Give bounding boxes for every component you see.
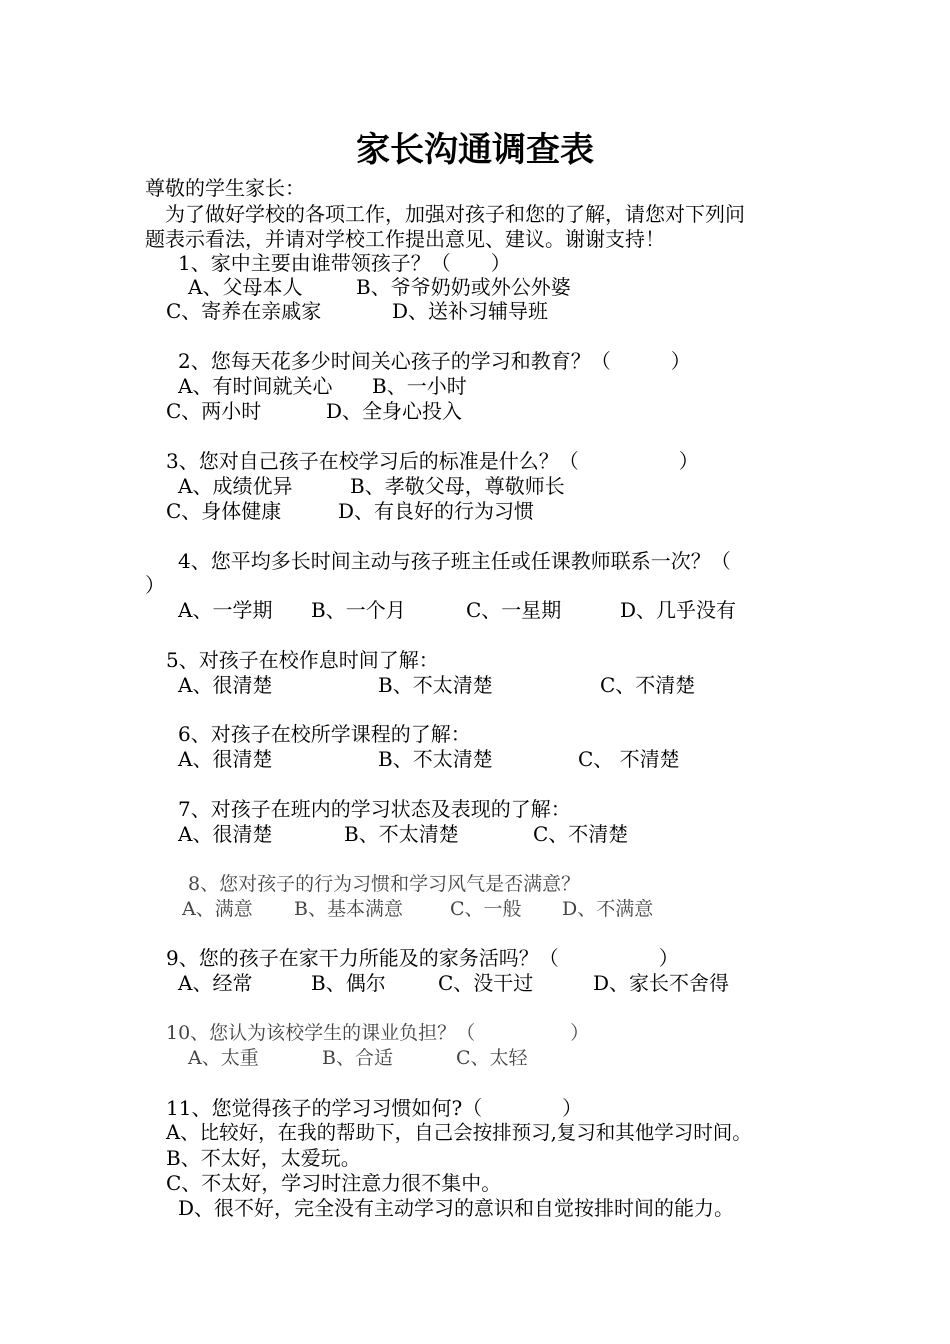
option: A、经常	[178, 971, 253, 995]
option: A、很清楚	[178, 673, 273, 697]
option: C、不清楚	[533, 822, 629, 846]
option: C、一般	[450, 898, 522, 920]
option: A、有时间就关心	[178, 374, 333, 398]
option: B、偶尔	[311, 971, 386, 995]
question-text: 5、对孩子在校作息时间了解：	[166, 648, 439, 672]
option: C、一星期	[466, 598, 562, 622]
option: A、太重	[188, 1047, 259, 1069]
option: D、全身心投入	[326, 399, 463, 423]
option: B、基本满意	[294, 898, 403, 920]
option: A、一学期	[178, 598, 273, 622]
option: B、一个月	[311, 598, 406, 622]
option: D、几乎没有	[620, 598, 737, 622]
option: C、 不清楚	[578, 747, 680, 771]
option: D、很不好，完全没有主动学习的意识和自觉按排时间的能力。	[178, 1196, 735, 1220]
question-text: 4、您平均多长时间主动与孩子班主任或任课教师联系一次？（	[178, 549, 731, 573]
option: A、父母本人	[188, 275, 303, 299]
option: B、合适	[322, 1047, 393, 1069]
option: C、没干过	[438, 971, 534, 995]
option: C、身体健康	[166, 499, 282, 523]
option: A、比较好，在我的帮助下，自己会按排预习,复习和其他学习时间。	[166, 1121, 752, 1144]
greeting: 尊敬的学生家长：	[145, 176, 305, 200]
option: A、成绩优异	[178, 474, 293, 498]
question-text: 11、您觉得孩子的学习习惯如何?（ ）	[166, 1096, 583, 1120]
option: C、不清楚	[600, 673, 696, 697]
question-text: 10、您认为该校学生的课业负担？（ ）	[166, 1022, 590, 1044]
option: B、一小时	[372, 374, 467, 398]
question-text: 8、您对孩子的行为习惯和学习风气是否满意？	[188, 873, 581, 895]
option: B、不太好，太爱玩。	[166, 1146, 361, 1170]
option: A、满意	[182, 898, 253, 920]
option: C、两小时	[166, 399, 262, 423]
option: D、送补习辅导班	[392, 299, 549, 323]
question-text: 1、家中主要由谁带领孩子？（ ）	[178, 251, 511, 275]
page-title: 家长沟通调查表	[356, 130, 594, 170]
question-text-cont: ）	[145, 573, 165, 597]
intro-line: 题表示看法，并请对学校工作提出意见、建议。谢谢支持！	[145, 227, 665, 251]
option: B、不太清楚	[378, 673, 493, 697]
option: C、寄养在亲戚家	[166, 299, 322, 323]
question-text: 3、您对自己孩子在校学习后的标准是什么？（ ）	[166, 449, 699, 473]
question-text: 9、您的孩子在家干力所能及的家务活吗？（ ）	[166, 946, 679, 970]
option: B、孝敬父母，尊敬师长	[350, 474, 565, 498]
option: D、有良好的行为习惯	[338, 499, 535, 523]
option: B、不太清楚	[344, 822, 459, 846]
question-text: 7、对孩子在班内的学习状态及表现的了解：	[178, 797, 571, 821]
option: B、爷爷奶奶或外公外婆	[356, 275, 571, 299]
option: B、不太清楚	[378, 747, 493, 771]
option: A、很清楚	[178, 822, 273, 846]
option: D、家长不舍得	[593, 971, 730, 995]
option: C、太轻	[456, 1047, 528, 1069]
intro-line: 为了做好学校的各项工作，加强对孩子和您的了解，请您对下列问	[165, 202, 745, 226]
option: C、不太好，学习时注意力很不集中。	[166, 1171, 502, 1195]
option: D、不满意	[562, 898, 654, 920]
question-text: 6、对孩子在校所学课程的了解：	[178, 722, 471, 746]
option: A、很清楚	[178, 747, 273, 771]
question-text: 2、您每天花多少时间关心孩子的学习和教育？（ ）	[178, 349, 691, 373]
